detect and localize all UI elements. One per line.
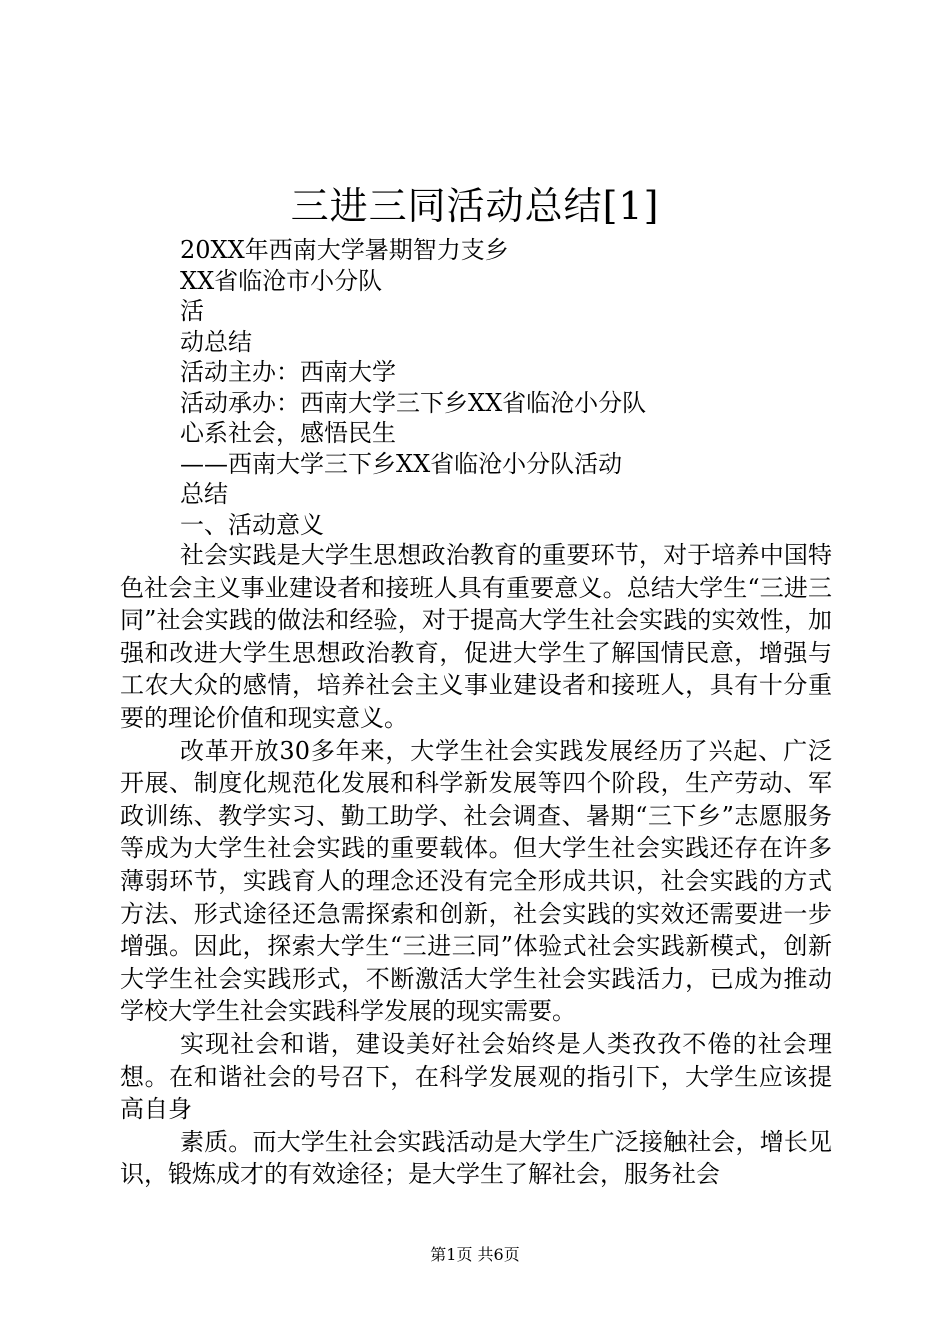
body-paragraph: 实现社会和谐，建设美好社会始终是人类孜孜不倦的社会理想。在和谐社会的号召下，在科学发展观的指引下，大学生应该提高自身 bbox=[120, 1029, 832, 1124]
section-heading: 一、活动意义 bbox=[180, 510, 324, 539]
meta-line: 总结 bbox=[180, 480, 228, 508]
meta-line: 心系社会，感悟民生 bbox=[180, 419, 396, 447]
meta-line: 活动主办：西南大学 bbox=[180, 358, 396, 386]
meta-line: 20XX年西南大学暑期智力支乡 bbox=[180, 236, 509, 264]
meta-line: 动总结 bbox=[180, 327, 252, 356]
page-footer: 第1页 共6页 bbox=[430, 1245, 520, 1264]
meta-line: XX省临沧市小分队 bbox=[180, 266, 383, 295]
meta-line: 活 bbox=[180, 297, 204, 325]
document-meta-block bbox=[180, 235, 646, 540]
body-paragraph: 改革开放30多年来，大学生社会实践发展经历了兴起、广泛开展、制度化规范化发展和科学新发展等四个阶段，生产劳动、军政训练、教学实习、勤工助学、社会调查、暑期“三下乡”志愿服务等成为大学生社会实践的重要载体。但大学生社会实践还存在许多薄弱环节，实践育人的理念还没有完全形成共识，社会实践的方式方法、形式途径还急需探索和创新，社会实践的实效还需要进一步增强。因此，探索大学生“三进三同”体验式社会实践新模式，创新大学生社会实践形式，不断激活大学生社会实践活力，已成为推动学校大学生社会实践科学发展的现实需要。 bbox=[120, 736, 832, 1026]
meta-line: 活动承办：西南大学三下乡XX省临沧小分队 bbox=[180, 388, 647, 417]
document-body bbox=[120, 539, 832, 1191]
meta-line: ——西南大学三下乡XX省临沧小分队活动 bbox=[180, 449, 623, 478]
document-title: 三进三同活动总结[1] bbox=[290, 184, 660, 228]
body-paragraph: 社会实践是大学生思想政治教育的重要环节，对于培养中国特色社会主义事业建设者和接班人具有重要意义。总结大学生“三进三同”社会实践的做法和经验，对于提高大学生社会实践的实效性，加强和改进大学生思想政治教育，促进大学生了解国情民意，增强与工农大众的感情，培养社会主义事业建设者和接班人，具有十分重要的理论价值和现实意义。 bbox=[120, 541, 832, 732]
body-paragraph: 素质。而大学生社会实践活动是大学生广泛接触社会，增长见识，锻炼成才的有效途径；是大学生了解社会，服务社会 bbox=[120, 1127, 832, 1189]
